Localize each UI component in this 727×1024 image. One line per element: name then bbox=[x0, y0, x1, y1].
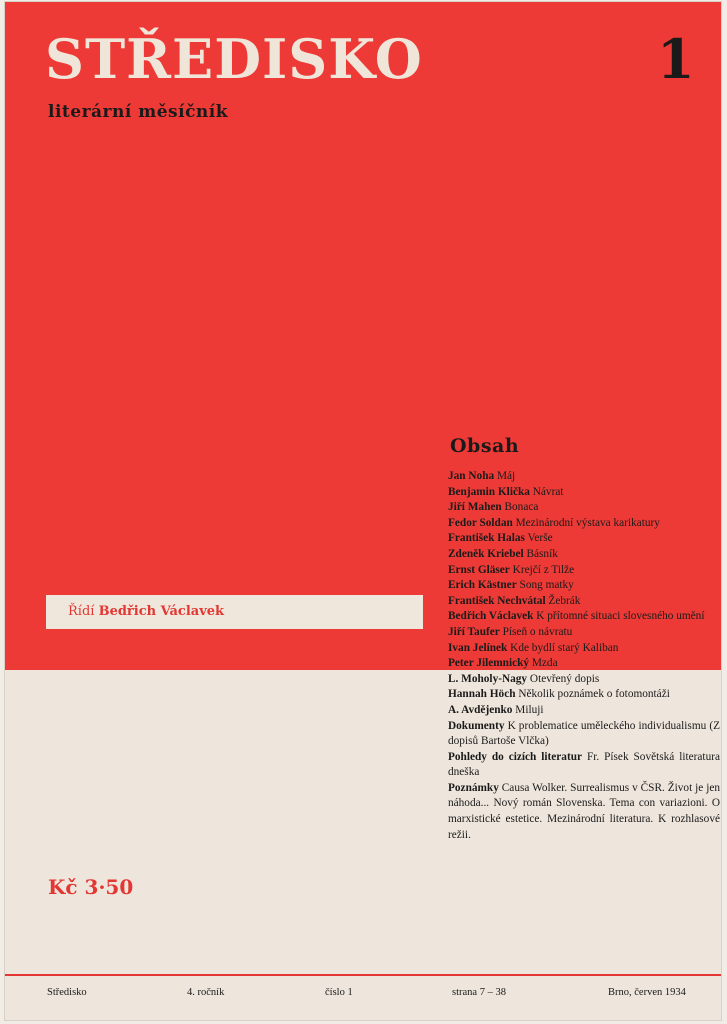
toc-item bbox=[448, 703, 720, 719]
toc-title: Causa Wolker. Surrealismus v ČSR. Život je jen náhoda... Nový román Slovenska. Tema con variazioni. O marxistické estetice. Mezinárodní literatura. K rozhlasové režii. bbox=[448, 781, 720, 841]
toc-title: K přítomné situaci slovesného umění bbox=[536, 610, 705, 623]
footer-issue: číslo 1 bbox=[325, 987, 353, 998]
toc-author: Jan Noha bbox=[448, 470, 495, 482]
toc-item bbox=[448, 563, 720, 579]
toc-title: Krejčí z Tilže bbox=[512, 563, 575, 576]
toc-title: Máj bbox=[496, 470, 516, 482]
toc-author: Peter Jilemnický bbox=[448, 657, 530, 670]
toc-author: Fedor Soldan bbox=[448, 516, 513, 529]
magazine-subtitle: literární měsíčník bbox=[48, 102, 229, 122]
toc-author: František Halas bbox=[448, 532, 525, 545]
toc-title: Mzda bbox=[531, 657, 558, 670]
toc-author: Benjamin Klička bbox=[448, 485, 530, 498]
footer-volume: 4. ročník bbox=[187, 987, 225, 998]
toc-heading: Obsah bbox=[450, 435, 520, 457]
toc-title: Několik poznámek o fotomontáži bbox=[518, 688, 670, 701]
footer-pages: strana 7 – 38 bbox=[452, 987, 506, 998]
toc-item bbox=[448, 500, 720, 516]
toc-title: Mezinárodní výstava karikatury bbox=[515, 516, 660, 529]
toc-item bbox=[448, 547, 720, 563]
toc-title: Kde bydlí starý Kaliban bbox=[510, 641, 619, 654]
toc-item bbox=[448, 781, 720, 843]
toc-author: L. Moholy-Nagy bbox=[448, 672, 528, 685]
toc-title: Song matky bbox=[519, 579, 574, 592]
toc-item bbox=[448, 578, 720, 594]
toc-title: Žebrák bbox=[548, 594, 581, 607]
footer-divider bbox=[5, 974, 721, 976]
toc-title: Miluji bbox=[515, 703, 544, 716]
toc-author: A. Avdějenko bbox=[448, 703, 513, 716]
toc-title: Návrat bbox=[532, 485, 564, 498]
magazine-cover bbox=[5, 2, 721, 1020]
footer-magazine: Středisko bbox=[47, 987, 87, 998]
toc-author: Dokumenty bbox=[448, 719, 505, 732]
toc-title: Verše bbox=[527, 532, 553, 545]
toc-author: Ernst Gläser bbox=[448, 563, 510, 576]
table-of-contents bbox=[448, 435, 720, 843]
toc-author: Jiří Mahen bbox=[448, 501, 502, 514]
footer-place-date: Brno, červen 1934 bbox=[608, 987, 686, 998]
toc-item bbox=[448, 656, 720, 672]
toc-author: Zdeněk Kriebel bbox=[448, 547, 524, 560]
toc-item bbox=[448, 516, 720, 532]
toc-item bbox=[448, 609, 720, 625]
toc-author: Ivan Jelínek bbox=[448, 641, 508, 654]
toc-item bbox=[448, 625, 720, 641]
toc-author: Hannah Höch bbox=[448, 688, 516, 701]
issue-number: 1 bbox=[657, 27, 695, 91]
toc-title: Bonaca bbox=[504, 501, 539, 514]
toc-item bbox=[448, 672, 720, 688]
toc-item bbox=[448, 469, 720, 485]
editor-prefix: Řídí bbox=[68, 604, 95, 619]
toc-author: Bedřich Václavek bbox=[448, 610, 534, 623]
toc-author: Poznámky bbox=[448, 781, 499, 794]
editor-name: Bedřich Václavek bbox=[98, 604, 225, 619]
footer bbox=[5, 987, 721, 1003]
toc-item bbox=[448, 594, 720, 610]
toc-author: Pohledy do cizích literatur bbox=[448, 750, 582, 763]
toc-item bbox=[448, 750, 720, 781]
toc-author: František Nechvátal bbox=[448, 594, 546, 607]
toc-item bbox=[448, 485, 720, 501]
toc-list bbox=[448, 469, 720, 843]
toc-title: Otevřený dopis bbox=[529, 672, 600, 685]
toc-item bbox=[448, 641, 720, 657]
toc-title: Básník bbox=[526, 547, 558, 560]
toc-title: K problematice uměleckého individualismu (Z dopisů Bartoše Vlčka) bbox=[448, 719, 720, 748]
magazine-title: STŘEDISKO bbox=[45, 27, 423, 91]
toc-item bbox=[448, 687, 720, 703]
toc-title: Píseň o návratu bbox=[502, 625, 573, 638]
toc-author: Erich Kästner bbox=[448, 579, 517, 592]
toc-author: Jiří Taufer bbox=[448, 625, 500, 638]
toc-title: Fr. Písek Sovětská literatura dneška bbox=[448, 750, 720, 779]
toc-item bbox=[448, 719, 720, 750]
price: Kč 3·50 bbox=[48, 875, 134, 899]
editor-label bbox=[46, 595, 423, 629]
toc-item bbox=[448, 531, 720, 547]
